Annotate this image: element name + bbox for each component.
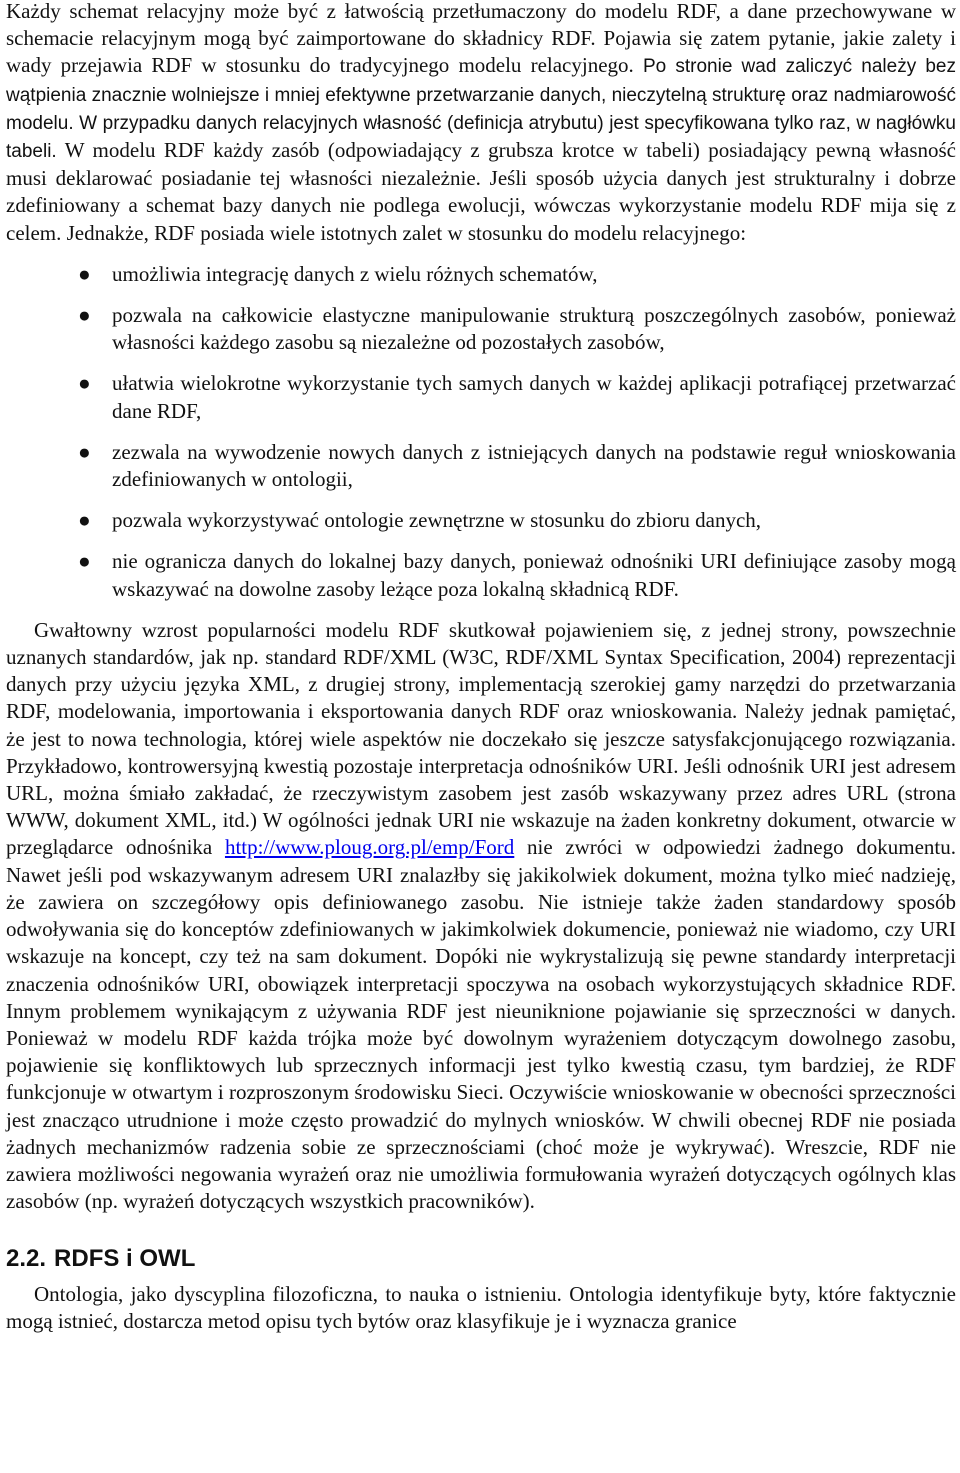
list-item-text: zezwala na wywodzenie nowych danych z istniejących danych na podstawie reguł wnioskowania zdefiniowanych w ontologii, — [112, 439, 956, 492]
ford-uri-link[interactable]: http://www.ploug.org.pl/emp/Ford — [224, 835, 515, 860]
bullet-icon: ● — [78, 303, 91, 328]
list-item-text: umożliwia integrację danych z wielu różnych schematów, — [112, 261, 598, 286]
list-item — [6, 439, 956, 493]
list-item — [6, 370, 956, 424]
paragraph-text: nie zwróci w odpowiedzi żadnego dokumentu. Nawet jeśli pod wskazywanym adresem URI znalazłby się jakikolwiek dokument, można tylko mieć nadzieję, że zawiera on szczegółowy opis definiowanego zasobu. Nie istnieje także żaden standardowy sposób odwoływania się do konceptów zdefiniowanych w jakimkolwiek dokumencie, ponieważ nie wiadomo, czy URI wskazuje na koncept, czy też na sam dokument. Dopóki nie wykrystalizują się pewne standardy interpretacji znaczenia odnośników URI, obowiązek interpretacji spoczywa na osobach wykorzystujących składnice RDF. Innym problemem wynikającym z używania RDF jest nieuniknione pojawianie się sprzeczności w danych. Ponieważ w modelu RDF każda trójka może być dowolnym wyrażeniem dotyczącym dowolnego zasobu, pojawienie się konfliktowych lub sprzecznych informacji jest tylko kwestią czasu, tym bardziej, że RDF funkcjonuje w otwartym i rozproszonym środowisku Sieci. Oczywiście wnioskowanie w obecności sprzeczności jest znacząco utrudnione i może często prowadzić do mylnych wniosków. W chwili obecnej RDF nie posiada żadnych mechanizmów radzenia sobie ze sprzecznościami (choć może je wykrywać). Wreszcie, RDF nie zawiera możliwości negowania wyrażeń oraz nie umożliwia formułowania wyrażeń dotyczących ogólnych klas zasobów (np. wyrażeń dotyczących wszystkich pracowników). — [6, 835, 957, 1214]
section-title: RDFS i OWL — [54, 1245, 196, 1273]
intro-part-3: W modelu RDF każdy zasób (odpowiadający z grubsza krotce w tabeli) posiadający pewną własność musi deklarować posiadanie tej własności niezależnie. Jeśli sposób użycia danych jest strukturalny i dobrze zdefiniowany a schemat bazy danych nie podlega ewolucji, wówczas wykorzystanie modelu RDF mija się z celem. Jednakże, RDF posiada wiele istotnych zalet w stosunku do modelu relacyjnego: — [6, 138, 956, 245]
list-item-text: pozwala wykorzystywać ontologie zewnętrzne w stosunku do zbioru danych, — [112, 508, 762, 533]
bullet-icon: ● — [78, 371, 91, 396]
list-item — [6, 548, 956, 602]
bullet-icon: ● — [78, 439, 91, 464]
intro-part-1: Każdy schemat relacyjny może być z łatwością przetłumaczony do modelu RDF, a dane przechowywane w schemacie relacyjnym mogą być zaimportowane do składnicy RDF. Pojawia się zatem pytanie, jakie zalety i wady przejawia RDF w stosunku do tradycyjnego modelu relacyjnego. — [6, 0, 956, 78]
intro-paragraph — [6, 0, 956, 247]
bullet-icon: ● — [78, 508, 91, 533]
ontology-paragraph: Ontologia, jako dyscyplina filozoficzna, to nauka o istnieniu. Ontologia identyfikuje byty, które faktycznie mogą istnieć, dostarcza metod opisu tych bytów oraz klasyfikuje je i wyznacza granice — [6, 1281, 956, 1333]
bullet-icon: ● — [78, 261, 91, 286]
rdf-discussion-paragraph — [6, 617, 956, 1215]
paragraph-text: Gwałtowny wzrost popularności modelu RDF skutkował pojawieniem się, z jednej strony, powszechnie uznanych standardów, jak np. standard RDF/XML (W3C, RDF/XML Syntax Specification, 2004) reprezentacji danych przy użyciu języka XML, z drugiej strony, implementacją szerokiej gamy narzędzi do przetwarzania RDF, modelowania, importowania i eksportowania danych RDF oraz wnioskowania. Należy jednak pamiętać, że jest to nowa technologia, której wiele aspektów nie doczekało się jeszcze satysfakcjonującego rozwiązania. Przykładowo, kontrowersyjną kwestią pozostaje interpretacja odnośników URI. Jeśli odnośnik URI jest adresem URL, można śmiało zakładać, że rzeczywistym zasobem jest zasób wskazywany przez adres URL (strona WWW, dokument XML, itd.) W ogólności jednak URI nie wskazuje na żaden konkretny dokument, otwarcie w przeglądarce odnośnika — [6, 617, 956, 860]
section-number: 2.2. — [6, 1245, 47, 1273]
intro-part-2: Po stronie wad zaliczyć należy bez wątpienia znacznie wolniejsze i mniej efektywne przetwarzanie danych, nieczytelną strukturę oraz nadmiarowość modelu. W przypadku danych relacyjnych własność (definicja atrybutu) jest specyfikowana tylko raz, w nagłówku tabeli. — [6, 56, 957, 163]
list-item-text: pozwala na całkowicie elastyczne manipulowanie strukturą poszczególnych zasobów, ponieważ własności każdego zasobu są niezależne od pozostałych zasobów, — [112, 303, 956, 355]
list-item — [6, 302, 956, 356]
list-item-text: ułatwia wielokrotne wykorzystanie tych samych danych w każdej aplikacji potrafiącej przetwarzać dane RDF, — [112, 371, 956, 423]
list-item — [6, 261, 956, 288]
list-item-text: nie ogranicza danych do lokalnej bazy danych, ponieważ odnośniki URI definiujące zasoby mogą wskazywać na dowolne zasoby leżące poza lokalną składnicą RDF. — [112, 549, 956, 601]
advantages-list — [6, 261, 956, 603]
document-page — [6, 0, 956, 1335]
list-item — [6, 507, 956, 534]
bullet-icon: ● — [78, 549, 91, 574]
section-heading — [6, 1245, 956, 1272]
